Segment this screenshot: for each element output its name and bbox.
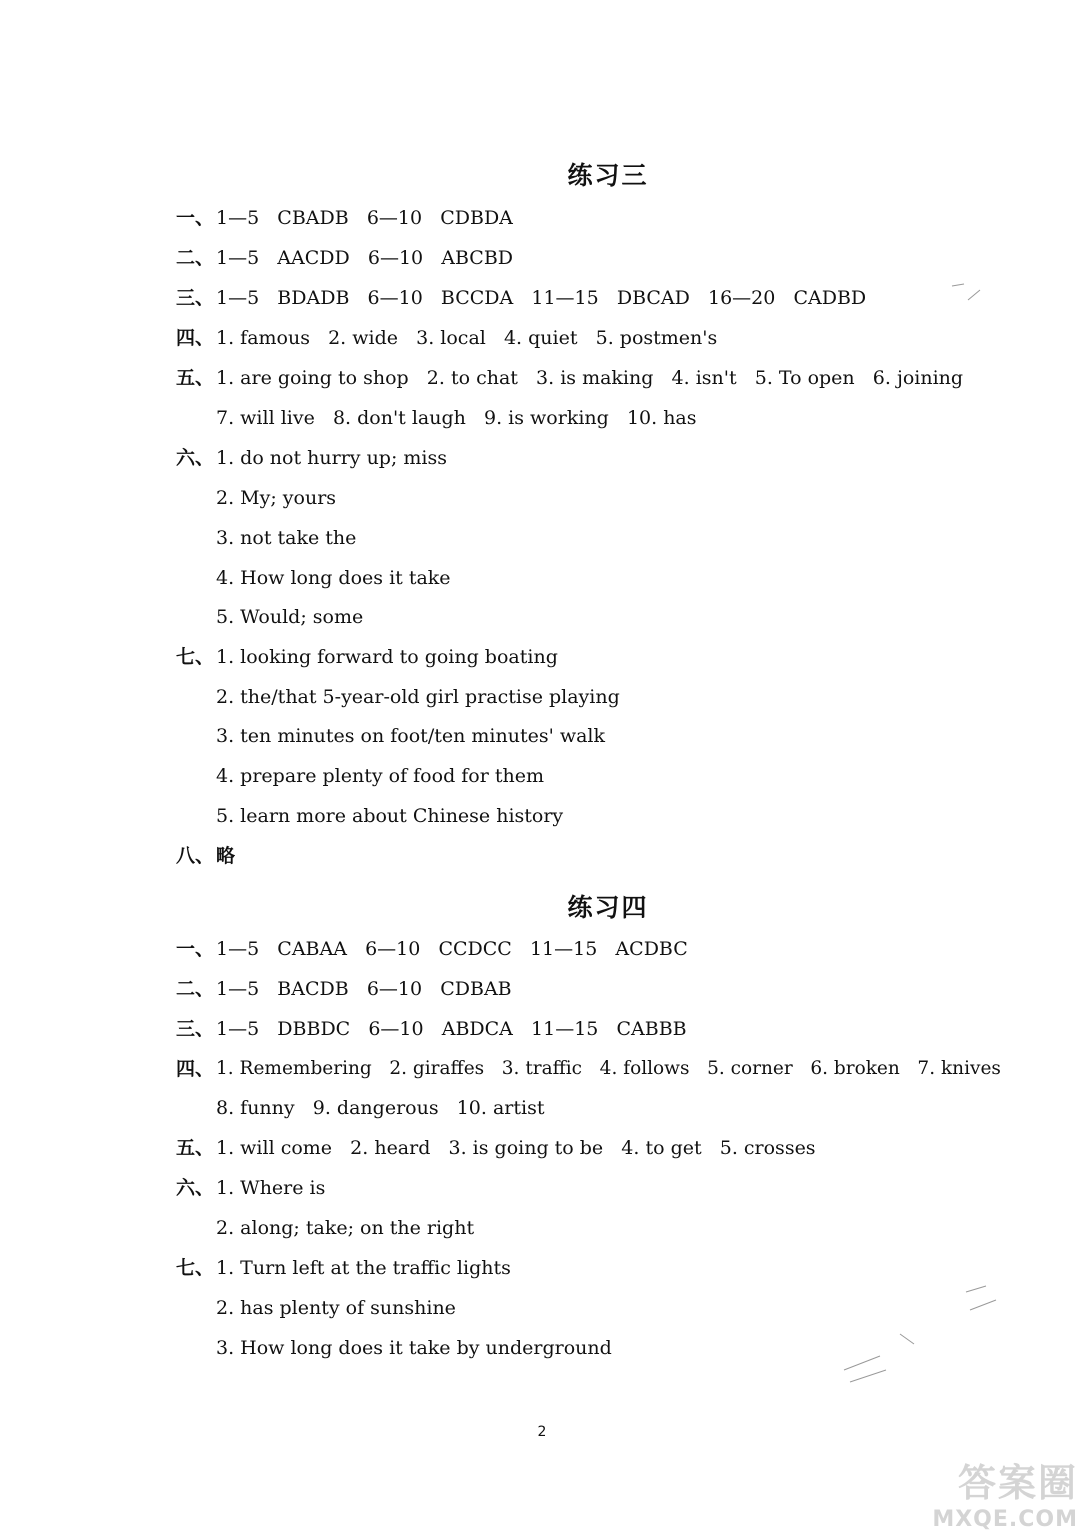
answer-line: 1—5 AACDD 6—10 ABCBD xyxy=(216,247,514,269)
section-label: 三、 xyxy=(176,287,215,309)
section-label: 三、 xyxy=(176,1018,215,1040)
section-label: 一、 xyxy=(176,938,215,960)
answer-line: 4. prepare plenty of food for them xyxy=(216,765,544,787)
answer-line: 5. learn more about Chinese history xyxy=(216,805,564,827)
answer-line: 1. Turn left at the traffic lights xyxy=(216,1257,511,1279)
pencil-mark-icon xyxy=(950,282,984,304)
answer-line: 1—5 BACDB 6—10 CDBAB xyxy=(216,978,512,1000)
answer-line: 1—5 CABAA 6—10 CCDCC 11—15 ACDBC xyxy=(216,938,688,960)
watermark xyxy=(898,1452,1078,1532)
section-label: 五、 xyxy=(176,367,215,389)
answer-line: 1. famous 2. wide 3. local 4. quiet 5. postmen's xyxy=(216,327,718,349)
answer-line: 2. along; take; on the right xyxy=(216,1217,475,1239)
answer-line: 1—5 DBBDC 6—10 ABDCA 11—15 CABBB xyxy=(216,1018,687,1040)
answer-line: 3. not take the xyxy=(216,527,357,549)
answer-line: 8. funny 9. dangerous 10. artist xyxy=(216,1097,545,1119)
section-label: 一、 xyxy=(176,207,215,229)
answer-line: 3. How long does it take by underground xyxy=(216,1337,612,1359)
answer-line: 3. ten minutes on foot/ten minutes' walk xyxy=(216,725,606,747)
section-label: 六、 xyxy=(176,447,215,469)
answer-line: 1. are going to shop 2. to chat 3. is making 4. isn't 5. To open 6. joining xyxy=(216,367,964,389)
watermark-logo: 答案圈 xyxy=(957,1461,1078,1505)
section-label: 七、 xyxy=(176,646,215,668)
answer-line: 2. has plenty of sunshine xyxy=(216,1297,456,1319)
watermark-url: MXQE.COM xyxy=(932,1507,1078,1532)
page-number: 2 xyxy=(537,1424,547,1440)
section-label: 五、 xyxy=(176,1137,215,1159)
answer-line: 7. will live 8. don't laugh 9. is working 10. has xyxy=(216,407,697,429)
section-title-4: 练习四 xyxy=(567,893,649,922)
answer-line: 1. do not hurry up; miss xyxy=(216,447,448,469)
section-label: 七、 xyxy=(176,1257,215,1279)
section-title-3: 练习三 xyxy=(567,161,649,190)
section-label: 四、 xyxy=(176,1058,215,1080)
answer-line: 2. My; yours xyxy=(216,487,337,509)
answer-line: 1. Remembering 2. giraffes 3. traffic 4. follows 5. corner 6. broken 7. knives xyxy=(216,1058,1001,1079)
answer-line: 1. looking forward to going boating xyxy=(216,646,558,668)
section-label: 二、 xyxy=(176,247,215,269)
answer-line: 4. How long does it take xyxy=(216,567,451,589)
section-label: 六、 xyxy=(176,1177,215,1199)
section-label: 二、 xyxy=(176,978,215,1000)
answer-line: 5. Would; some xyxy=(216,606,364,628)
answer-line: 2. the/that 5-year-old girl practise playing xyxy=(216,686,620,708)
section-label: 四、 xyxy=(176,327,215,349)
answer-line: 1—5 BDADB 6—10 BCCDA 11—15 DBCAD 16—20 CADBD xyxy=(216,287,867,309)
pencil-mark-icon xyxy=(840,1330,920,1390)
pencil-mark-icon xyxy=(960,1284,1000,1314)
answer-line: 略 xyxy=(216,845,236,867)
answer-line: 1. will come 2. heard 3. is going to be 4. to get 5. crosses xyxy=(216,1137,816,1159)
section-label: 八、 xyxy=(176,845,215,867)
answer-line: 1—5 CBADB 6—10 CDBDA xyxy=(216,207,513,229)
answer-line: 1. Where is xyxy=(216,1177,326,1199)
